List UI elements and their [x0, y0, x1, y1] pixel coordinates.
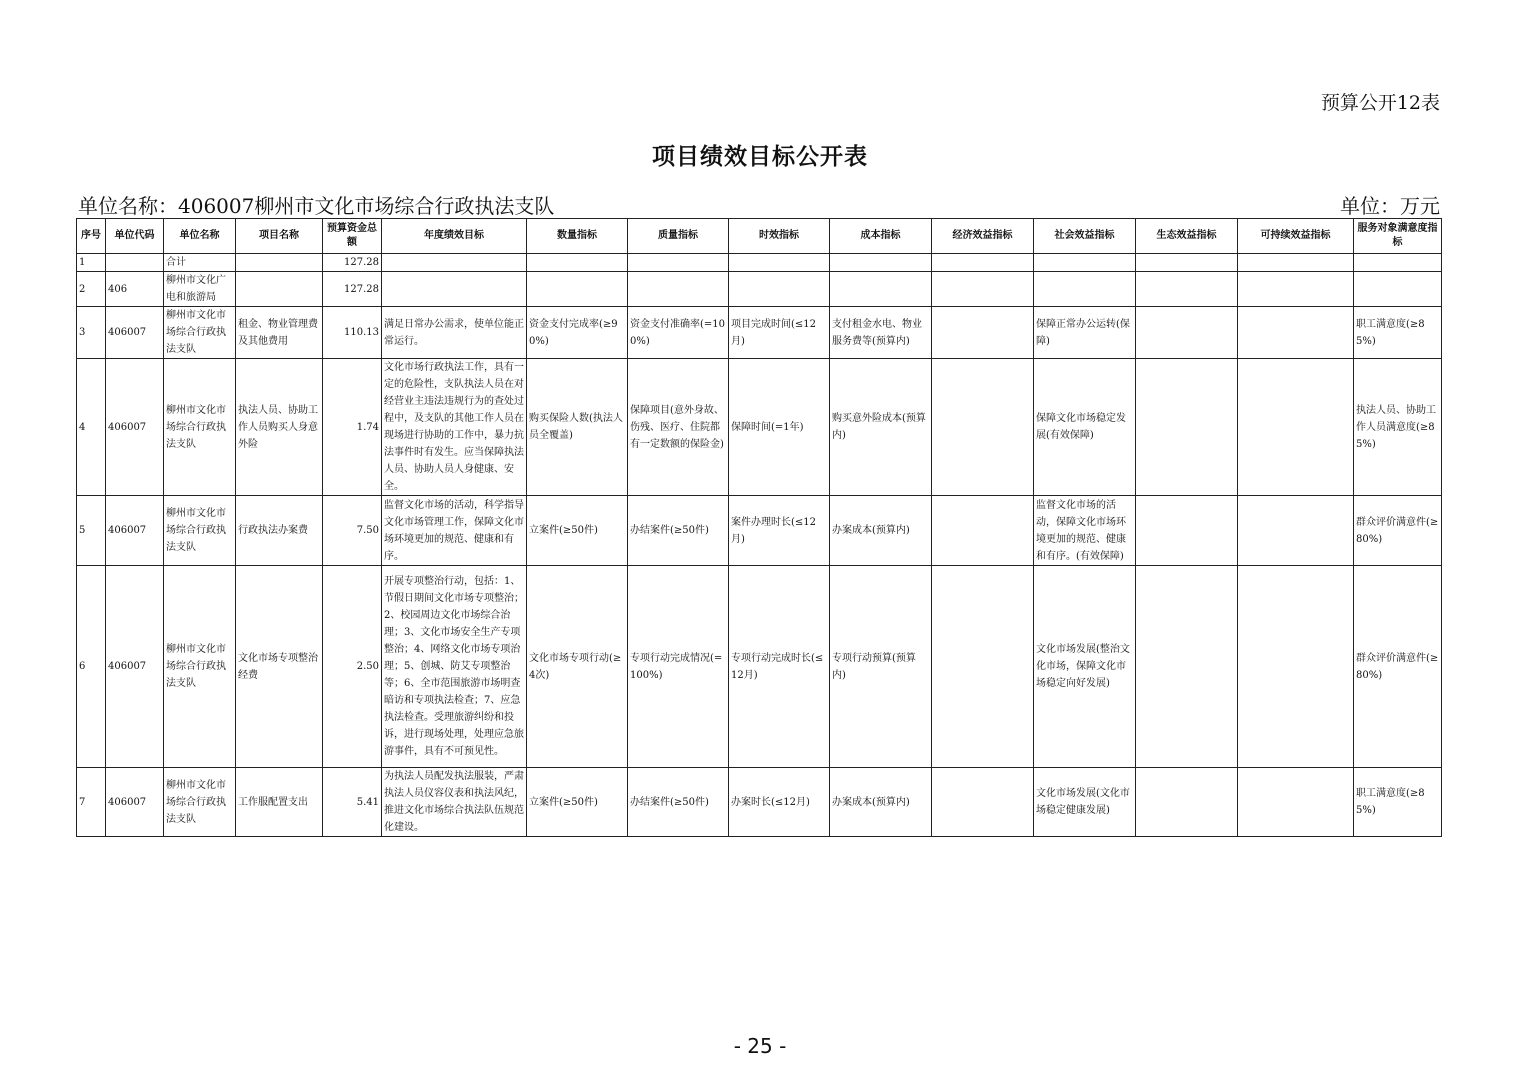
- currency-unit: 单位：万元: [1340, 194, 1440, 218]
- table-row: [77, 307, 1442, 359]
- table-cell: [1238, 359, 1354, 496]
- table-cell: [1136, 496, 1238, 566]
- table-cell: 购买意外险成本(预算内): [830, 359, 932, 496]
- header-cell: 可持续效益指标: [1238, 219, 1354, 254]
- table-cell: 资金支付准确率(=100%): [628, 307, 729, 359]
- header-row: [77, 219, 1442, 254]
- table-cell: [382, 272, 527, 307]
- header-cell: 时效指标: [729, 219, 830, 254]
- table-cell: 文化市场行政执法工作，具有一定的危险性，支队执法人员在对经营业主违法违规行为的查处过程中，及支队的其他工作人员在现场进行协助的工作中，暴力抗法事件时有发生。应当保障执法人员、协助人员人身健康、安全。: [382, 359, 527, 496]
- table-cell: [1136, 768, 1238, 837]
- page-title: 项目绩效目标公开表: [652, 144, 868, 170]
- table-cell: 1: [77, 254, 106, 272]
- table-row: [77, 272, 1442, 307]
- table-cell: 406007: [106, 768, 164, 837]
- table-cell: 案件办理时长(≤12月): [729, 496, 830, 566]
- table-cell: [729, 272, 830, 307]
- table-cell: [1238, 254, 1354, 272]
- table-cell: 支付租金水电、物业服务费等(预算内): [830, 307, 932, 359]
- table-cell: 406007: [106, 307, 164, 359]
- header-cell: 服务对象满意度指标: [1354, 219, 1442, 254]
- table-cell: 执法人员、协助工作人员购买人身意外险: [236, 359, 323, 496]
- table-row: [77, 566, 1442, 768]
- table-cell: [1238, 768, 1354, 837]
- table-cell: [830, 254, 932, 272]
- table-cell: [1136, 254, 1238, 272]
- table-cell: 2.50: [323, 566, 382, 768]
- table-cell: 柳州市文化市场综合行政执法支队: [164, 768, 236, 837]
- table-cell: 柳州市文化市场综合行政执法支队: [164, 496, 236, 566]
- table-cell: 柳州市文化广电和旅游局: [164, 272, 236, 307]
- table-cell: [236, 254, 323, 272]
- table-cell: 为执法人员配发执法服装，严肃执法人员仪容仪表和执法风纪，推进文化市场综合执法队伍规范化建设。: [382, 768, 527, 837]
- table-cell: 办案时长(≤12月): [729, 768, 830, 837]
- table-cell: 专项行动完成时长(≤12月): [729, 566, 830, 768]
- table-cell: [932, 768, 1034, 837]
- table-row: [77, 496, 1442, 566]
- table-cell: 监督文化市场的活动，科学指导文化市场管理工作，保障文化市场环境更加的规范、健康和有序。: [382, 496, 527, 566]
- table-cell: [1238, 272, 1354, 307]
- table-cell: 3: [77, 307, 106, 359]
- header-cell: 单位代码: [106, 219, 164, 254]
- header-cell: 成本指标: [830, 219, 932, 254]
- table-cell: 专项行动完成情况(=100%): [628, 566, 729, 768]
- unit-info-row: [78, 190, 1440, 218]
- table-cell: 5: [77, 496, 106, 566]
- table-cell: [932, 566, 1034, 768]
- header-cell: 质量指标: [628, 219, 729, 254]
- table-cell: 项目完成时间(≤12月): [729, 307, 830, 359]
- table-cell: 4: [77, 359, 106, 496]
- table-cell: [932, 272, 1034, 307]
- table-cell: 406: [106, 272, 164, 307]
- table-cell: 合计: [164, 254, 236, 272]
- table-cell: [1136, 272, 1238, 307]
- table-cell: 文化市场专项整治经费: [236, 566, 323, 768]
- table-cell: 柳州市文化市场综合行政执法支队: [164, 359, 236, 496]
- table-cell: [527, 272, 628, 307]
- table-cell: 406007: [106, 359, 164, 496]
- table-cell: [628, 254, 729, 272]
- table-row: [77, 768, 1442, 837]
- table-cell: 1.74: [323, 359, 382, 496]
- table-cell: [628, 272, 729, 307]
- table-cell: 购买保险人数(执法人员全覆盖): [527, 359, 628, 496]
- table-cell: 执法人员、协助工作人员满意度(≥85%): [1354, 359, 1442, 496]
- table-cell: 办案成本(预算内): [830, 768, 932, 837]
- header-cell: 生态效益指标: [1136, 219, 1238, 254]
- table-cell: [1238, 307, 1354, 359]
- table-cell: [1034, 272, 1136, 307]
- table-cell: [932, 307, 1034, 359]
- table-cell: [382, 254, 527, 272]
- table-cell: 柳州市文化市场综合行政执法支队: [164, 566, 236, 768]
- table-cell: 127.28: [323, 272, 382, 307]
- header-cell: 经济效益指标: [932, 219, 1034, 254]
- table-cell: [1136, 307, 1238, 359]
- table-cell: [1354, 254, 1442, 272]
- table-cell: [1136, 359, 1238, 496]
- page-number: - 25 -: [733, 1034, 787, 1058]
- table-cell: [1136, 566, 1238, 768]
- table-number-label: 预算公开12表: [1320, 92, 1440, 114]
- header-cell: 单位名称: [164, 219, 236, 254]
- table-cell: [106, 254, 164, 272]
- table-cell: [1238, 496, 1354, 566]
- table-cell: 资金支付完成率(≥90%): [527, 307, 628, 359]
- table-cell: 7: [77, 768, 106, 837]
- table-cell: [830, 272, 932, 307]
- table-cell: 保障时间(=1年): [729, 359, 830, 496]
- table-cell: [932, 496, 1034, 566]
- table-cell: 文化市场发展(整治文化市场，保障文化市场稳定向好发展): [1034, 566, 1136, 768]
- table-cell: 406007: [106, 496, 164, 566]
- table-cell: [932, 359, 1034, 496]
- table-cell: 工作服配置支出: [236, 768, 323, 837]
- header-cell: 年度绩效目标: [382, 219, 527, 254]
- table-row: [77, 254, 1442, 272]
- header-cell: 序号: [77, 219, 106, 254]
- table-cell: 110.13: [323, 307, 382, 359]
- table-cell: [932, 254, 1034, 272]
- table-row: [77, 359, 1442, 496]
- header-cell: 预算资金总额: [323, 219, 382, 254]
- table-cell: 办结案件(≥50件): [628, 768, 729, 837]
- table-cell: 办案成本(预算内): [830, 496, 932, 566]
- table-cell: 柳州市文化市场综合行政执法支队: [164, 307, 236, 359]
- performance-table: [76, 218, 1442, 837]
- table-cell: 群众评价满意件(≥80%): [1354, 496, 1442, 566]
- table-cell: 监督文化市场的活动，保障文化市场环境更加的规范、健康和有序。(有效保障): [1034, 496, 1136, 566]
- table-cell: 保障项目(意外身故、伤残、医疗、住院都有一定数额的保险金): [628, 359, 729, 496]
- table-cell: [729, 254, 830, 272]
- unit-name: 单位名称：406007柳州市文化市场综合行政执法支队: [78, 194, 555, 218]
- header-cell: 项目名称: [236, 219, 323, 254]
- table-cell: [236, 272, 323, 307]
- table-cell: 立案件(≥50件): [527, 768, 628, 837]
- header-cell: 数量指标: [527, 219, 628, 254]
- table-cell: 行政执法办案费: [236, 496, 323, 566]
- table-cell: [1034, 254, 1136, 272]
- table-cell: 办结案件(≥50件): [628, 496, 729, 566]
- table-cell: 满足日常办公需求，使单位能正常运行。: [382, 307, 527, 359]
- table-cell: [527, 254, 628, 272]
- header-cell: 社会效益指标: [1034, 219, 1136, 254]
- table-cell: 406007: [106, 566, 164, 768]
- table-cell: 专项行动预算(预算内): [830, 566, 932, 768]
- table-cell: [1354, 272, 1442, 307]
- table-cell: 保障文化市场稳定发展(有效保障): [1034, 359, 1136, 496]
- table-cell: 租金、物业管理费及其他费用: [236, 307, 323, 359]
- table-cell: 职工满意度(≥85%): [1354, 768, 1442, 837]
- table-cell: 职工满意度(≥85%): [1354, 307, 1442, 359]
- table-cell: 立案件(≥50件): [527, 496, 628, 566]
- table-cell: 保障正常办公运转(保障): [1034, 307, 1136, 359]
- table-cell: 群众评价满意件(≥80%): [1354, 566, 1442, 768]
- table-cell: 5.41: [323, 768, 382, 837]
- table-cell: 开展专项整治行动，包括：1、节假日期间文化市场专项整治；2、校园周边文化市场综合治理；3、文化市场安全生产专项整治；4、网络文化市场专项治理；5、创城、防艾专项整治等；6、全市范围旅游市场明查暗访和专项执法检查；7、应急执法检查。受理旅游纠纷和投诉，进行现场处理，处理应急旅游事件，具有不可预见性。: [382, 566, 527, 768]
- table-cell: 6: [77, 566, 106, 768]
- table-cell: [1238, 566, 1354, 768]
- table-cell: 2: [77, 272, 106, 307]
- table-cell: 7.50: [323, 496, 382, 566]
- table-cell: 127.28: [323, 254, 382, 272]
- table-cell: 文化市场专项行动(≥4次): [527, 566, 628, 768]
- table-cell: 文化市场发展(文化市场稳定健康发展): [1034, 768, 1136, 837]
